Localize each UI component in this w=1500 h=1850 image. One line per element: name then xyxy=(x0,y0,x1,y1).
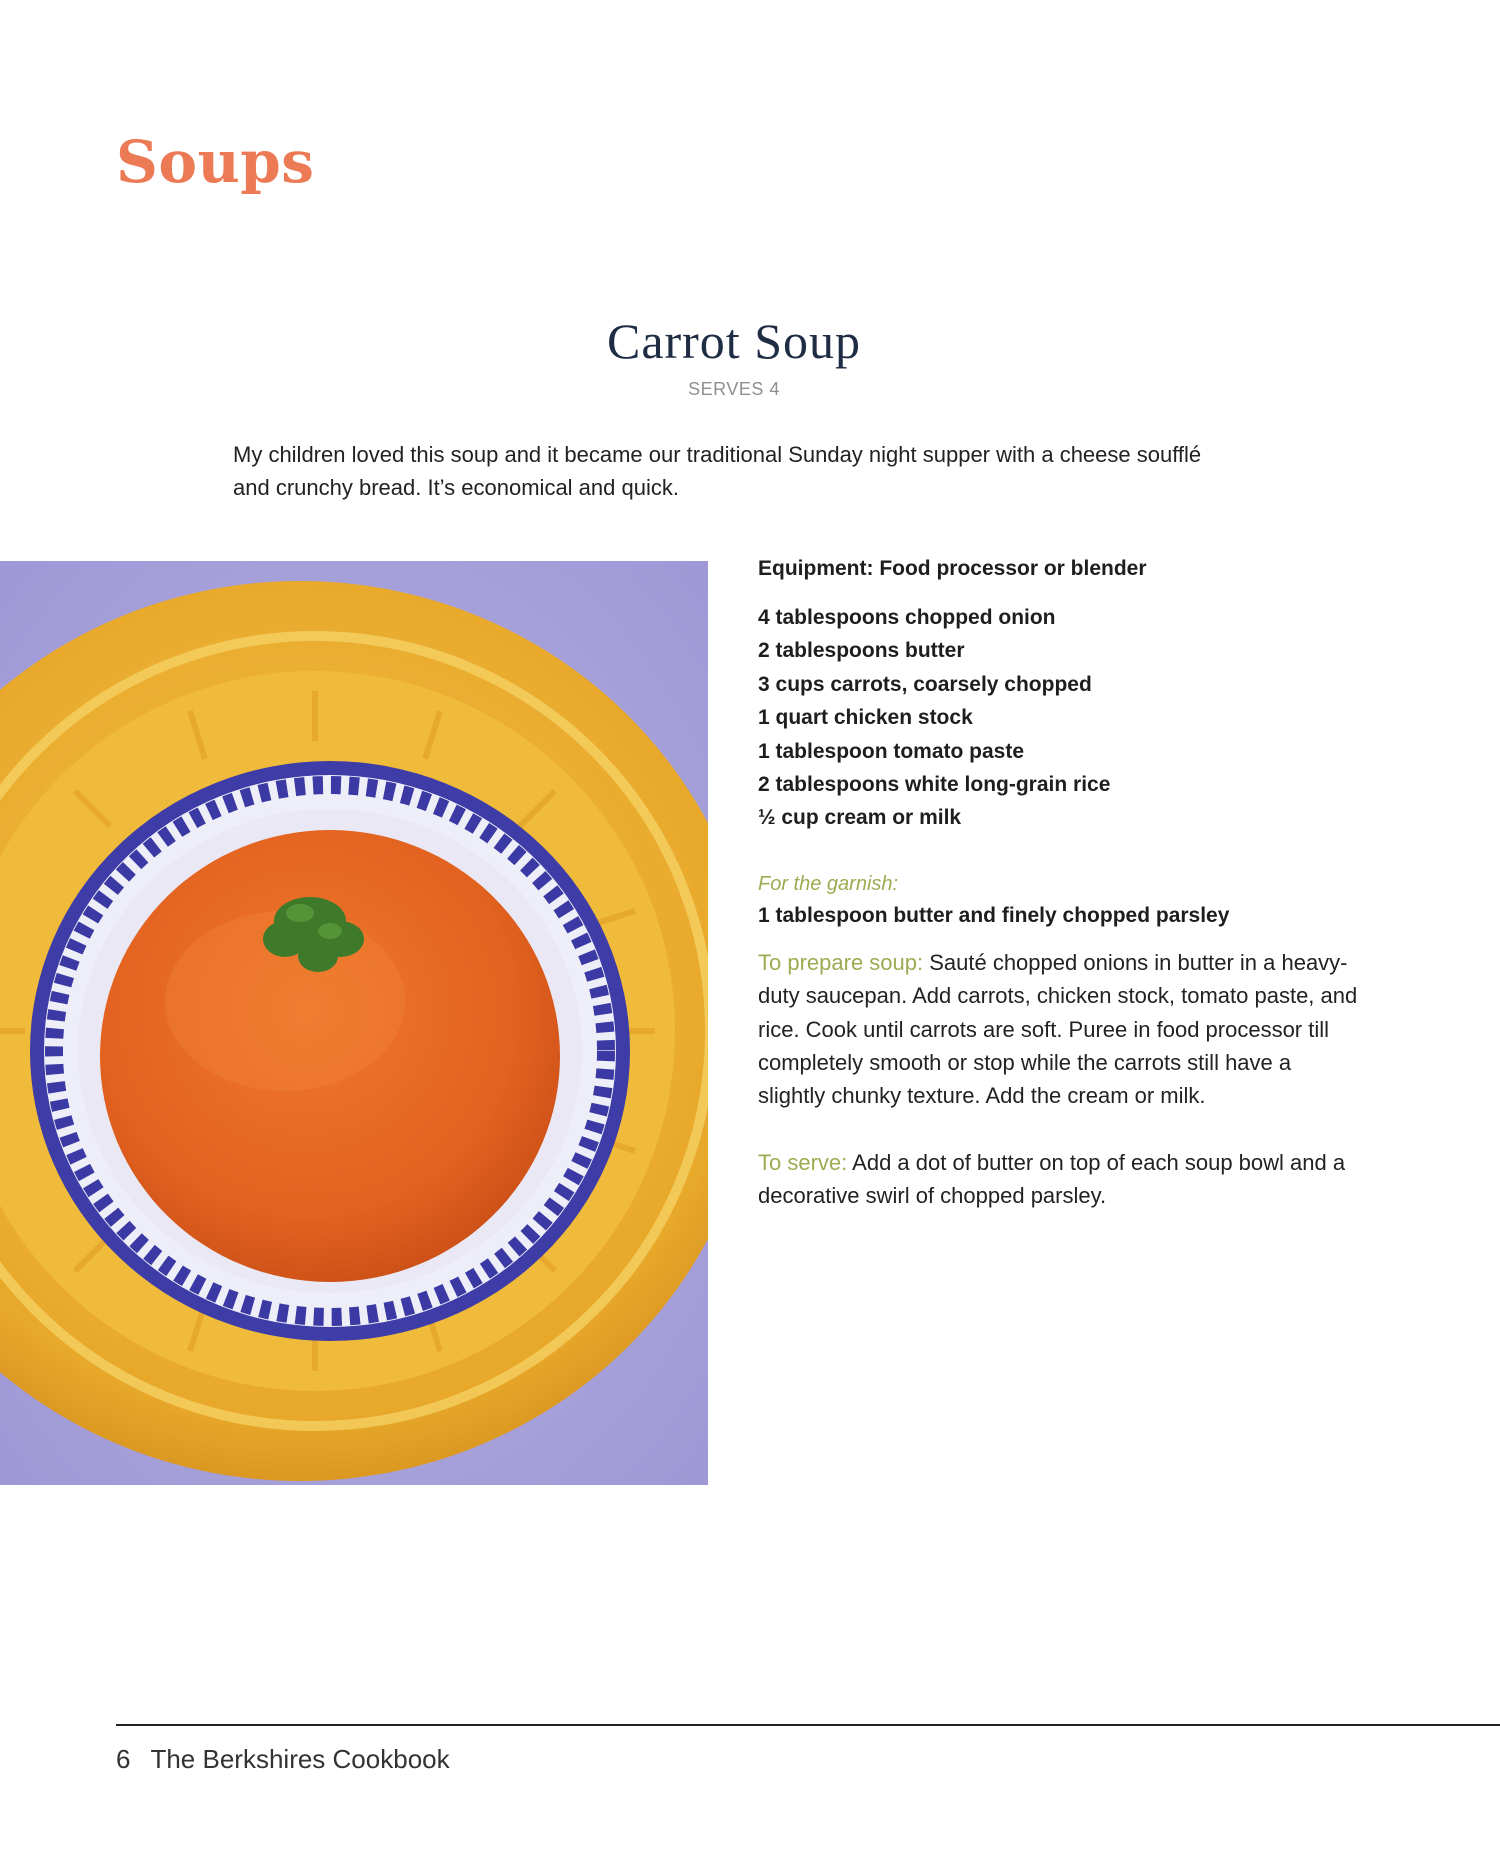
ingredient-item: ½ cup cream or milk xyxy=(758,806,962,830)
equipment-line: Equipment: Food processor or blender xyxy=(758,557,1147,580)
ingredient-list xyxy=(758,601,1358,835)
ingredient-item: 4 tablespoons chopped onion xyxy=(758,606,1056,629)
garnish-heading: For the garnish: xyxy=(758,872,899,895)
recipe-intro: My children loved this soup and it became our traditional Sunday night supper with a cheese soufflé and crunchy bread. It’s economical and quick. xyxy=(233,442,1202,500)
serves-label: SERVES 4 xyxy=(688,379,780,399)
section-title: Soups xyxy=(116,128,315,196)
book-title: The Berkshires Cookbook xyxy=(150,1744,450,1774)
prepare-label: To prepare soup: xyxy=(758,949,924,975)
soup-photo xyxy=(0,561,708,1485)
ingredient-item: 1 quart chicken stock xyxy=(758,706,973,730)
page-number: 6 xyxy=(116,1744,131,1774)
prepare-step xyxy=(758,946,1358,1113)
footer-divider xyxy=(116,1724,1500,1726)
ingredient-item: 1 tablespoon tomato paste xyxy=(758,739,1025,763)
serve-label: To serve: xyxy=(758,1149,848,1175)
page-footer xyxy=(116,1744,450,1775)
serve-text: Add a dot of butter on top of each soup bowl and a decorative swirl of chopped parsley. xyxy=(758,1149,1346,1209)
serve-step xyxy=(758,1146,1358,1213)
recipe-details xyxy=(758,555,1358,1213)
ingredient-item: 2 tablespoons white long-grain rice xyxy=(758,773,1111,797)
prepare-text: Sauté chopped onions in butter in a heavy-duty saucepan. Add carrots, chicken stock, tomato paste, and rice. Cook until carrots are soft. Puree in food processor till completely smooth or stop while the carrots still have a slightly chunky texture. Add the cream or milk. xyxy=(758,949,1358,1109)
ingredient-item: 2 tablespoons butter xyxy=(758,639,965,663)
recipe-title: Carrot Soup xyxy=(606,313,862,369)
garnish-text: 1 tablespoon butter and finely chopped parsley xyxy=(758,903,1230,927)
ingredient-item: 3 cups carrots, coarsely chopped xyxy=(758,672,1092,696)
